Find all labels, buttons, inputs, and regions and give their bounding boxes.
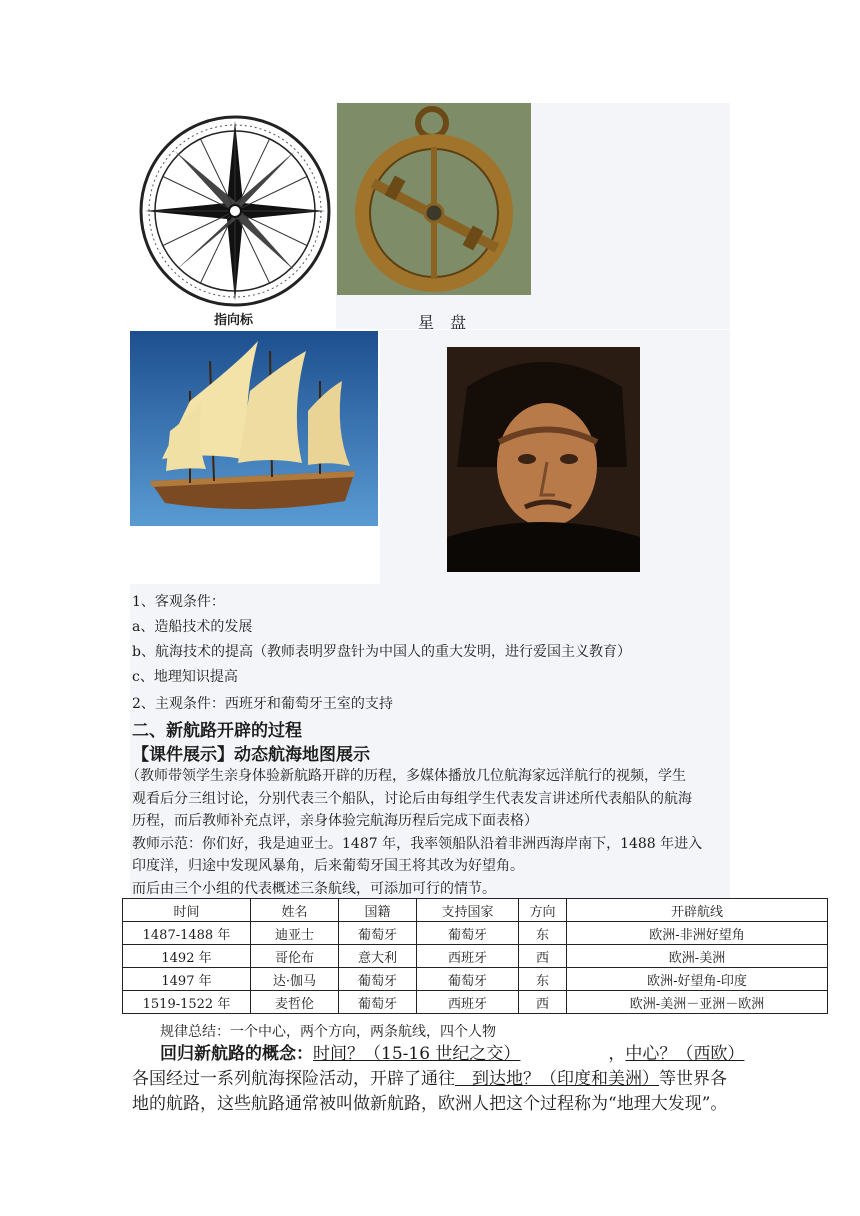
concept-line-2-end: 等世界各 bbox=[659, 1069, 727, 1089]
subjective-conditions: 2、主观条件：西班牙和葡萄牙王室的支持 bbox=[132, 696, 393, 712]
cell-route: 欧洲-好望角-印度 bbox=[567, 968, 828, 991]
cell-sponsor: 西班牙 bbox=[417, 991, 519, 1014]
group-summary-instruction: 而后由三个小组的代表概述三条航线，可添加可行的情节。 bbox=[132, 881, 496, 897]
courseware-heading: 【课件展示】动态航海地图展示 bbox=[132, 745, 370, 765]
concept-center: 中心？（西欧） bbox=[625, 1044, 745, 1064]
cell-name: 麦哲伦 bbox=[251, 991, 339, 1014]
cell-name: 迪亚士 bbox=[251, 922, 339, 945]
section-heading: 二、新航路开辟的过程 bbox=[132, 721, 302, 741]
concept-line-2 bbox=[132, 1067, 727, 1092]
table-header-row bbox=[123, 899, 828, 922]
cell-name: 哥伦布 bbox=[251, 945, 339, 968]
cell-route: 欧洲-非洲好望角 bbox=[567, 922, 828, 945]
cell-time: 1492 年 bbox=[123, 945, 251, 968]
condition-b: b、航海技术的提高（教师表明罗盘针为中国人的重大发明，进行爱国主义教育） bbox=[132, 644, 631, 660]
astrolabe-caption: 星 盘 bbox=[418, 313, 467, 329]
cell-name: 达·伽马 bbox=[251, 968, 339, 991]
header-route: 开辟航线 bbox=[567, 899, 828, 922]
activity-paragraph-line-3: 历程，而后教师补充点评，亲身体验完航海历程后完成下面表格） bbox=[132, 813, 538, 829]
concept-destination-text: 到达地？（印度和美洲） bbox=[472, 1069, 659, 1089]
header-time: 时间 bbox=[123, 899, 251, 922]
cell-route: 欧洲-美洲 bbox=[567, 945, 828, 968]
condition-a: a、造船技术的发展 bbox=[132, 619, 253, 635]
concept-lead: 回归新航路的概念： bbox=[160, 1044, 313, 1064]
cell-time: 1497 年 bbox=[123, 968, 251, 991]
cell-nationality: 意大利 bbox=[339, 945, 417, 968]
concept-line-3: 地的航路，这些航路通常被叫做新航路，欧洲人把这个过程称为“地理大发现”。 bbox=[132, 1094, 728, 1114]
cell-direction: 东 bbox=[519, 968, 567, 991]
cell-route: 欧洲-美洲－亚洲－欧洲 bbox=[567, 991, 828, 1014]
concept-separator: ， bbox=[608, 1044, 626, 1064]
cell-sponsor: 葡萄牙 bbox=[417, 968, 519, 991]
concept-line-1 bbox=[160, 1042, 744, 1067]
activity-paragraph-line-1: （教师带领学生亲身体验新航路开辟的历程，多媒体播放几位航海家远洋航行的视频，学生 bbox=[126, 768, 686, 784]
cell-direction: 西 bbox=[519, 945, 567, 968]
cell-nationality: 葡萄牙 bbox=[339, 968, 417, 991]
cell-sponsor: 西班牙 bbox=[417, 945, 519, 968]
header-sponsor: 支持国家 bbox=[417, 899, 519, 922]
cell-time: 1519-1522 年 bbox=[123, 991, 251, 1014]
header-nationality: 国籍 bbox=[339, 899, 417, 922]
navigator-portrait-image bbox=[447, 347, 640, 572]
table-row bbox=[123, 945, 828, 968]
sailing-ship-image bbox=[130, 331, 378, 526]
table-row bbox=[123, 922, 828, 945]
compass-rose-image bbox=[130, 103, 336, 329]
teacher-demo-line-2: 印度洋，归途中发现风暴角，后来葡萄牙国王将其改为好望角。 bbox=[132, 858, 524, 874]
header-name: 姓名 bbox=[251, 899, 339, 922]
cell-nationality: 葡萄牙 bbox=[339, 922, 417, 945]
teacher-demo-line-1: 教师示范：你们好，我是迪亚士。1487 年，我率领船队沿着非洲西海岸南下，1488 年进入 bbox=[132, 836, 703, 852]
table-row bbox=[123, 991, 828, 1014]
compass-caption: 指向标 bbox=[214, 313, 254, 328]
objective-conditions-heading: 1、客观条件： bbox=[132, 594, 225, 610]
activity-paragraph-line-2: 观看后分三组讨论，分别代表三个船队，讨论后由每组学生代表发言讲述所代表船队的航海 bbox=[132, 791, 692, 807]
cell-direction: 西 bbox=[519, 991, 567, 1014]
cell-nationality: 葡萄牙 bbox=[339, 991, 417, 1014]
header-direction: 方向 bbox=[519, 899, 567, 922]
concept-line-2-start: 各国经过一系列航海探险活动，开辟了通往 bbox=[132, 1069, 455, 1089]
cell-time: 1487-1488 年 bbox=[123, 922, 251, 945]
condition-c: c、地理知识提高 bbox=[132, 669, 238, 685]
voyages-table bbox=[122, 898, 828, 1014]
pattern-summary: 规律总结：一个中心，两个方向，两条航线，四个人物 bbox=[160, 1024, 496, 1040]
table-row bbox=[123, 968, 828, 991]
cell-sponsor: 葡萄牙 bbox=[417, 922, 519, 945]
cell-direction: 东 bbox=[519, 922, 567, 945]
concept-time: 时间？（15-16 世纪之交） bbox=[313, 1044, 521, 1064]
astrolabe-image bbox=[337, 103, 531, 295]
concept-destination bbox=[455, 1069, 659, 1089]
